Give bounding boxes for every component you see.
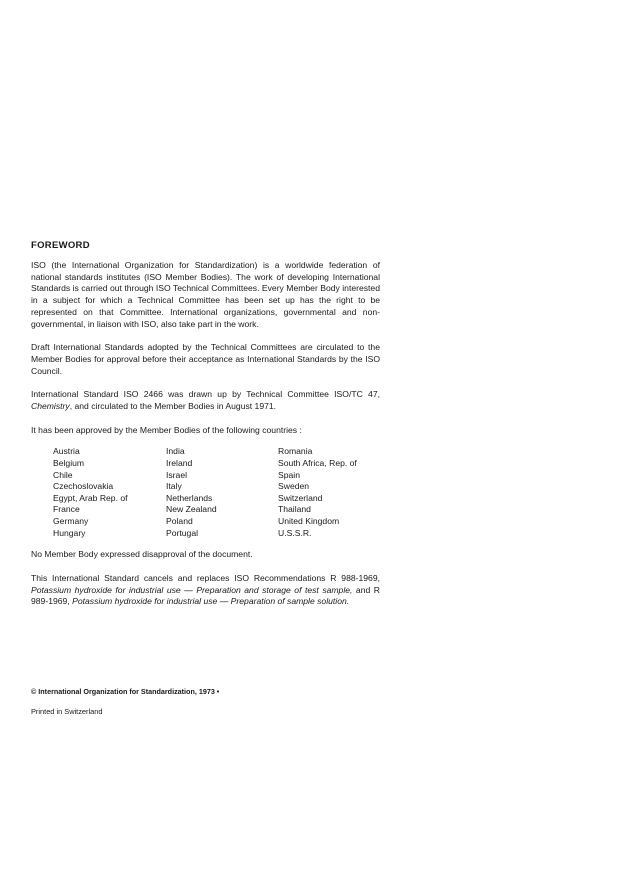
country-column-3 <box>278 446 398 539</box>
iso-2466-text-after: , and circulated to the Member Bodies in August 1971. <box>69 401 277 412</box>
paragraph-cancels-replaces <box>31 573 380 608</box>
cancels-title-2: Potassium hydroxide for industrial use — Preparation of sample solution. <box>72 596 350 607</box>
country-item: Czechoslovakia <box>53 481 114 492</box>
copyright-notice: © International Organization for Standardization, 1973 • <box>31 687 220 696</box>
country-item: Italy <box>166 481 182 492</box>
cancels-text-2: and R 989-1969, <box>31 584 380 607</box>
country-item: United Kingdom <box>278 516 340 526</box>
country-list <box>53 446 380 539</box>
country-item: South Africa, Rep. of <box>278 458 357 469</box>
country-column-1 <box>53 446 166 539</box>
country-item: France <box>53 504 80 515</box>
iso-2466-text-before: International Standard ISO 2466 was drawn up by Technical Committee ISO/TC 47, <box>31 389 380 400</box>
country-item: Israel <box>166 469 188 480</box>
country-item: Belgium <box>53 458 85 469</box>
cancels-text-1: This International Standard cancels and replaces ISO Recommendations R 988-1969, <box>31 572 380 583</box>
paragraph-iso-description: ISO (the International Organization for Standardization) is a worldwide federation of national standards institutes (ISO Member Bodies). The work of developing International Standards is carried out through ISO Technical Committees. Every Member Body interested in a subject for which a Technical Committee has been set up has the right to be represented on that Committee. International organizations, governmental and non-governmental, in liaison with ISO, also take part in the work. <box>31 260 380 329</box>
iso-2466-committee-name: Chemistry <box>31 401 70 412</box>
country-item: Romania <box>278 446 313 457</box>
country-item: Hungary <box>53 527 86 538</box>
paragraph-no-disapproval: No Member Body expressed disapproval of the document. <box>31 549 253 560</box>
printed-in-note: Printed in Switzerland <box>31 707 103 716</box>
country-item: Spain <box>278 469 300 480</box>
country-item: India <box>166 446 185 457</box>
paragraph-approval-intro: It has been approved by the Member Bodies of the following countries : <box>31 424 302 435</box>
country-item: U.S.S.R. <box>278 527 312 538</box>
country-item: Ireland <box>166 458 193 469</box>
country-item: Egypt, Arab Rep. of <box>53 492 128 503</box>
foreword-section <box>31 240 380 620</box>
cancels-title-1: Potassium hydroxide for industrial use — Preparation and storage of test sample, <box>31 584 353 595</box>
country-column-2 <box>166 446 278 539</box>
country-item: Austria <box>53 446 80 457</box>
paragraph-draft-standards: Draft International Standards adopted by the Technical Committees are circulated to the Member Bodies for approval before their acceptance as International Standards by the ISO Council. <box>31 342 380 376</box>
foreword-heading: FOREWORD <box>31 240 90 251</box>
paragraph-iso-2466 <box>31 389 380 412</box>
country-item: Portugal <box>166 527 199 538</box>
country-item: Thailand <box>278 504 311 515</box>
country-item: Chile <box>53 469 73 480</box>
country-item: Poland <box>166 516 193 526</box>
country-item: Switzerland <box>278 492 323 503</box>
country-item: New Zealand <box>166 504 217 515</box>
country-item: Netherlands <box>166 492 213 503</box>
country-item: Germany <box>53 516 89 526</box>
country-item: Sweden <box>278 481 310 492</box>
